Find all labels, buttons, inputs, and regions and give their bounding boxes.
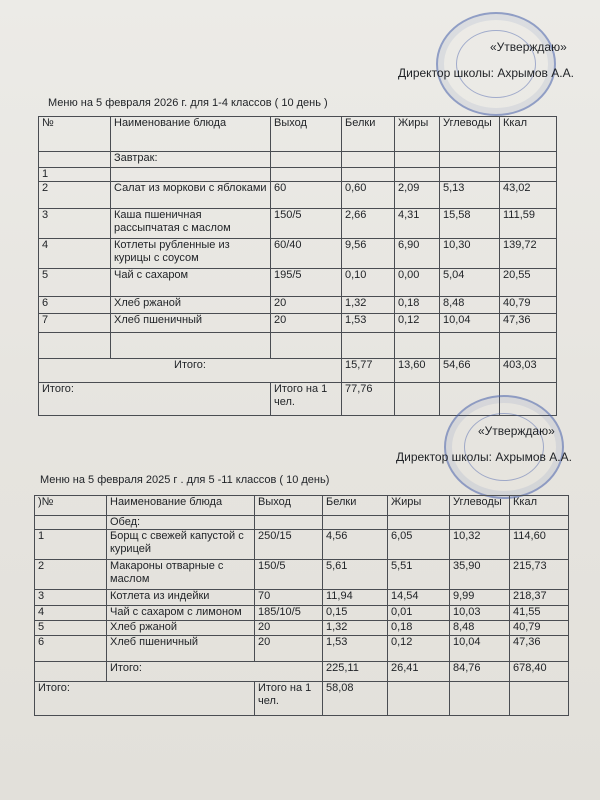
carbs: 5,04 (440, 269, 500, 297)
carbs: 8,48 (450, 621, 510, 636)
menu-table-1-4 (38, 116, 557, 416)
header-cell: Углеводы (450, 496, 510, 516)
portion: 20 (255, 621, 323, 636)
row-number: 1 (39, 168, 111, 182)
protein: 0,60 (342, 182, 395, 209)
protein: 1,32 (342, 297, 395, 314)
fat: 6,90 (395, 239, 440, 269)
header-cell: Выход (271, 117, 342, 152)
subtotal-fat: 26,41 (388, 662, 450, 682)
subtotal-carbs: 84,76 (450, 662, 510, 682)
carbs: 8,48 (440, 297, 500, 314)
portion: 20 (271, 314, 342, 333)
kcal: 215,73 (510, 560, 569, 590)
kcal: 43,02 (500, 182, 557, 209)
kcal: 114,60 (510, 530, 569, 560)
portion: 60/40 (271, 239, 342, 269)
approval-heading: «Утверждаю» (490, 40, 567, 54)
meal-label-row (35, 516, 569, 530)
carbs: 10,30 (440, 239, 500, 269)
portion: 70 (255, 590, 323, 606)
protein: 1,53 (342, 314, 395, 333)
fat: 4,31 (395, 209, 440, 239)
protein: 9,56 (342, 239, 395, 269)
per-person-value: 77,76 (342, 383, 395, 416)
header-cell: Жиры (395, 117, 440, 152)
subtotal-protein: 15,77 (342, 359, 395, 383)
kcal: 40,79 (510, 621, 569, 636)
carbs: 5,13 (440, 182, 500, 209)
header-cell: Белки (342, 117, 395, 152)
dish-name: Чай с сахаром (111, 269, 271, 297)
dish-name: Хлеб ржаной (107, 621, 255, 636)
fat: 0,00 (395, 269, 440, 297)
protein: 4,56 (323, 530, 388, 560)
row-number: 7 (39, 314, 111, 333)
carbs: 35,90 (450, 560, 510, 590)
school-stamp (436, 12, 556, 116)
total-label: Итого: (39, 383, 271, 416)
meal-label-row (39, 152, 557, 168)
table-header-row (35, 496, 569, 516)
total-row (35, 682, 569, 716)
protein: 1,53 (323, 636, 388, 662)
table-row (35, 636, 569, 662)
kcal: 47,36 (500, 314, 557, 333)
carbs: 10,04 (450, 636, 510, 662)
menu-title-5-11: Меню на 5 февраля 2025 г . для 5 -11 классов ( 10 день) (40, 474, 330, 486)
protein: 1,32 (323, 621, 388, 636)
menu-title-1-4: Меню на 5 февраля 2026 г. для 1-4 классов ( 10 день ) (48, 97, 328, 109)
carbs: 10,03 (450, 606, 510, 621)
meal-label: Обед: (107, 516, 255, 530)
header-cell: )№ (35, 496, 107, 516)
table-row (39, 297, 557, 314)
table-row (39, 239, 557, 269)
fat: 0,18 (395, 297, 440, 314)
row-number: 4 (35, 606, 107, 621)
carbs: 9,99 (450, 590, 510, 606)
table-header-row (39, 117, 557, 152)
kcal: 111,59 (500, 209, 557, 239)
row-number: 3 (39, 209, 111, 239)
row-number: 4 (39, 239, 111, 269)
table-row (39, 314, 557, 333)
table-row (39, 168, 557, 182)
protein: 11,94 (323, 590, 388, 606)
fat: 0,01 (388, 606, 450, 621)
subtotal-label: Итого: (39, 359, 342, 383)
protein: 5,61 (323, 560, 388, 590)
protein: 2,66 (342, 209, 395, 239)
subtotal-row (39, 359, 557, 383)
row-number: 1 (35, 530, 107, 560)
header-cell: Выход (255, 496, 323, 516)
dish-name: Макароны отварные с маслом (107, 560, 255, 590)
approval-heading: «Утверждаю» (478, 424, 555, 438)
portion: 150/5 (271, 209, 342, 239)
table-row (35, 606, 569, 621)
row-number: 3 (35, 590, 107, 606)
protein (342, 333, 395, 359)
subtotal-row (35, 662, 569, 682)
portion: 150/5 (255, 560, 323, 590)
dish-name: Хлеб пшеничный (107, 636, 255, 662)
fat: 5,51 (388, 560, 450, 590)
subtotal-kcal: 403,03 (500, 359, 557, 383)
dish-name: Салат из моркови с яблоками (111, 182, 271, 209)
director-signature: Директор школы: Ахрымов А.А. (398, 66, 574, 80)
dish-name: Каша пшеничная рассыпчатая с маслом (111, 209, 271, 239)
director-signature: Директор школы: Ахрымов А.А. (396, 450, 572, 464)
subtotal-carbs: 54,66 (440, 359, 500, 383)
dish-name: Котлета из индейки (107, 590, 255, 606)
protein: 0,15 (323, 606, 388, 621)
portion (271, 333, 342, 359)
table-row (35, 560, 569, 590)
table-row (35, 590, 569, 606)
kcal (500, 333, 557, 359)
row-number: 6 (35, 636, 107, 662)
dish-name: Чай с сахаром с лимоном (107, 606, 255, 621)
table-row (39, 209, 557, 239)
fat: 14,54 (388, 590, 450, 606)
kcal: 40,79 (500, 297, 557, 314)
portion: 20 (255, 636, 323, 662)
carbs: 10,04 (440, 314, 500, 333)
fat: 0,12 (395, 314, 440, 333)
portion: 250/15 (255, 530, 323, 560)
carbs (440, 333, 500, 359)
table-row (35, 530, 569, 560)
school-stamp (444, 395, 564, 499)
fat: 0,18 (388, 621, 450, 636)
subtotal-label: Итого: (107, 662, 323, 682)
table-row (39, 333, 557, 359)
kcal: 218,37 (510, 590, 569, 606)
dish-name: Хлеб пшеничный (111, 314, 271, 333)
kcal: 139,72 (500, 239, 557, 269)
header-cell: № (39, 117, 111, 152)
row-number: 2 (39, 182, 111, 209)
row-number: 5 (35, 621, 107, 636)
fat: 6,05 (388, 530, 450, 560)
header-cell: Наименование блюда (111, 117, 271, 152)
portion: 60 (271, 182, 342, 209)
header-cell: Белки (323, 496, 388, 516)
row-number (39, 333, 111, 359)
per-person-value: 58,08 (323, 682, 388, 716)
header-cell: Ккал (500, 117, 557, 152)
fat (395, 333, 440, 359)
subtotal-protein: 225,11 (323, 662, 388, 682)
dish-name (111, 333, 271, 359)
header-cell: Жиры (388, 496, 450, 516)
table-row (39, 269, 557, 297)
menu-table-5-11 (34, 495, 569, 716)
table-row (35, 621, 569, 636)
header-cell: Углеводы (440, 117, 500, 152)
row-number: 2 (35, 560, 107, 590)
kcal: 20,55 (500, 269, 557, 297)
total-label: Итого: (35, 682, 255, 716)
carbs: 15,58 (440, 209, 500, 239)
table-row (39, 182, 557, 209)
per-person-label: Итого на 1 чел. (255, 682, 323, 716)
header-cell: Ккал (510, 496, 569, 516)
carbs: 10,32 (450, 530, 510, 560)
protein: 0,10 (342, 269, 395, 297)
meal-label: Завтрак: (111, 152, 271, 168)
row-number: 5 (39, 269, 111, 297)
portion: 20 (271, 297, 342, 314)
row-number: 6 (39, 297, 111, 314)
per-person-label: Итого на 1 чел. (271, 383, 342, 416)
dish-name: Хлеб ржаной (111, 297, 271, 314)
kcal: 41,55 (510, 606, 569, 621)
dish-name: Котлеты рубленные из курицы с соусом (111, 239, 271, 269)
fat: 2,09 (395, 182, 440, 209)
portion: 195/5 (271, 269, 342, 297)
kcal: 47,36 (510, 636, 569, 662)
subtotal-kcal: 678,40 (510, 662, 569, 682)
header-cell: Наименование блюда (107, 496, 255, 516)
dish-name: Борщ с свежей капустой с курицей (107, 530, 255, 560)
fat: 0,12 (388, 636, 450, 662)
portion: 185/10/5 (255, 606, 323, 621)
subtotal-fat: 13,60 (395, 359, 440, 383)
